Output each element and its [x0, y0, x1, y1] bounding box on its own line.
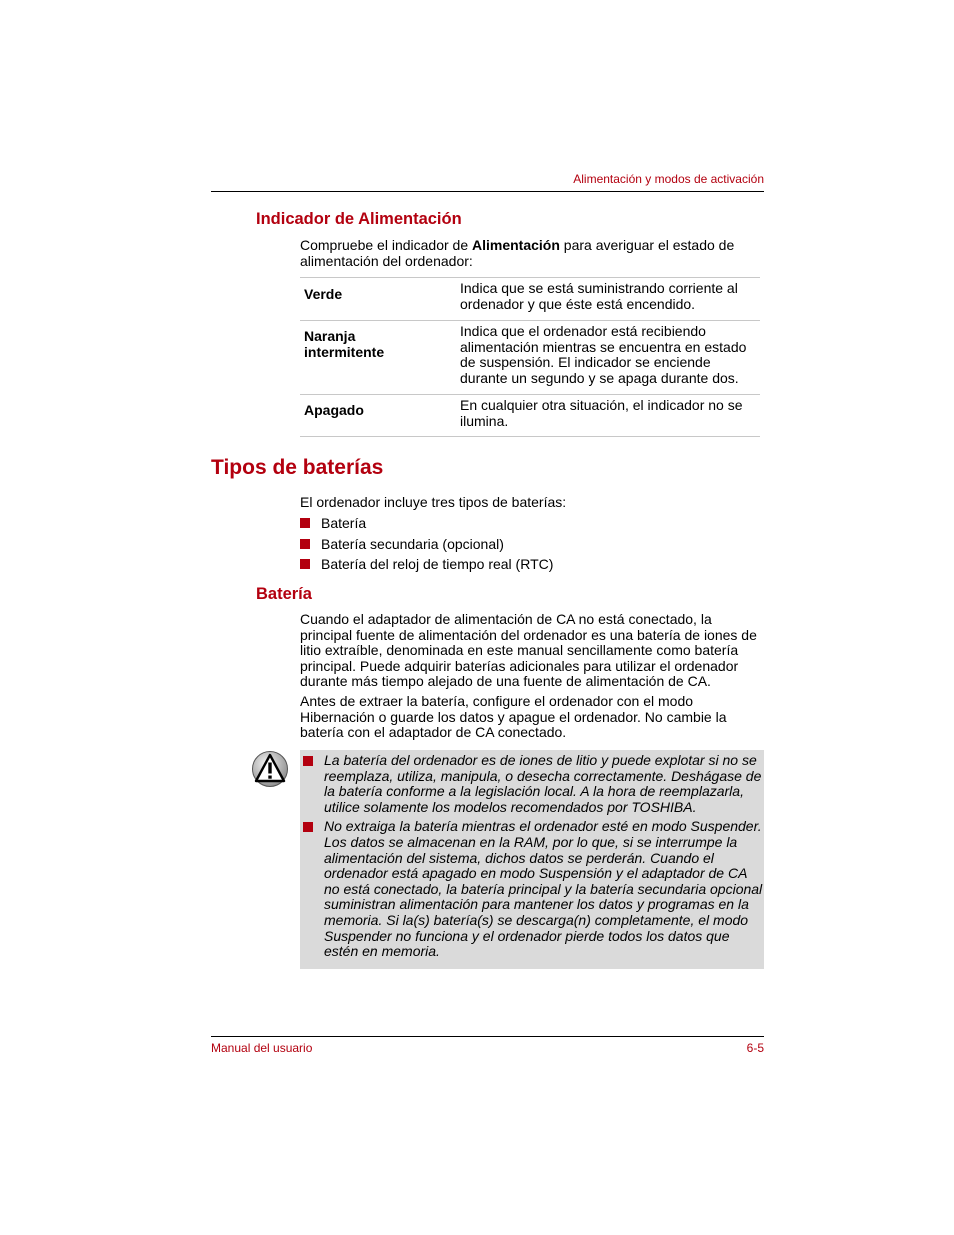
desc-text: Indica que se está suministrando corriente al ordenador y que éste está encendido. [460, 280, 738, 312]
intro-after: para averiguar el estado de alimentación del ordenador: [300, 237, 735, 269]
bullet-square-icon [300, 559, 310, 569]
term-label: Apagado [304, 402, 364, 418]
term-label: Naranja intermitente [304, 328, 385, 360]
list-item-label: Batería secundaria (opcional) [321, 535, 504, 552]
table-row [300, 278, 760, 321]
term-cell [300, 321, 456, 395]
table-row [300, 321, 760, 395]
indicator-heading: Indicador de Alimentación [256, 210, 462, 228]
page-number: 6-5 [746, 1041, 764, 1055]
warning-note-box [300, 750, 764, 969]
battery-para-2: Antes de extraer la batería, configure el ordenador con el modo Hibernación o guarde los datos y apague el ordenador. No cambie la batería con el adaptador de CA conectado. [300, 693, 727, 740]
term-label: Verde [304, 286, 343, 302]
battery-types-intro: El ordenador incluye tres tipos de baterías: [300, 494, 567, 510]
header-rule [211, 191, 764, 192]
warning-text: No extraiga la batería mientras el ordenador esté en modo Suspender. Los datos se almacenan en la RAM, por lo que, si se interrumpe la alimentación del sistema, dichos datos se perderán. Cuando el ordenador está apagado en modo Suspensión y el adaptador de CA no está conectado, la batería principal y la batería secundaria opcional suministran alimentación para mantener los datos y programas en la memoria. Si la(s) batería(s) se descarga(n) completamente, el modo Suspender no funciona y el ordenador pierde todos los datos que estén en memoria. [324, 818, 763, 960]
intro-bold: Alimentación [472, 237, 560, 253]
term-cell [300, 278, 456, 321]
list-item-label: Batería del reloj de tiempo real (RTC) [321, 556, 554, 572]
list-item [299, 554, 553, 575]
battery-para-1: Cuando el adaptador de alimentación de CA no está conectado, la principal fuente de alimentación del ordenador es una batería de iones de litio extraíble, denominada en este manual sencillamente como batería principal. Puede adquirir baterías adicionales para utilizar el ordenador durante más tiempo alejado de una fuente de alimentación de CA. [300, 611, 757, 689]
desc-cell [456, 321, 760, 395]
running-header: Alimentación y modos de activación [573, 172, 764, 186]
warning-text: La batería del ordenador es de iones de litio y puede explotar si no se reemplaza, utiliza, manipula, o desecha correctamente. Deshágase de la batería conforme a la legislación local. A la hora de reemplazarla, utilice solamente los modelos recomendados por TOSHIBA. [324, 752, 762, 815]
warning-item [300, 753, 764, 815]
desc-text: Indica que el ordenador está recibiendo alimentación mientras se encuentra en estado de suspensión. El indicador se enciende durante un segundo y se apaga durante dos. [460, 323, 747, 386]
warning-item [300, 819, 764, 959]
bullet-square-icon [300, 518, 310, 528]
term-cell [300, 395, 456, 437]
warning-list [300, 753, 764, 964]
warning-triangle-icon [251, 750, 289, 788]
battery-types-list [299, 513, 553, 575]
table-row [300, 395, 760, 437]
footer-manual-title: Manual del usuario [211, 1041, 313, 1055]
desc-cell [456, 395, 760, 437]
bullet-square-icon [300, 539, 310, 549]
indicator-table [300, 277, 760, 437]
list-item-label: Batería [321, 515, 367, 531]
desc-text: En cualquier otra situación, el indicador no se ilumina. [460, 397, 743, 429]
list-item [299, 513, 553, 534]
bullet-square-icon [303, 822, 313, 832]
footer-rule [211, 1036, 764, 1037]
desc-cell [456, 278, 760, 321]
battery-types-heading: Tipos de baterías [211, 456, 384, 479]
intro-before: Compruebe el indicador de [300, 237, 472, 253]
bullet-square-icon [303, 756, 313, 766]
battery-heading: Batería [256, 585, 312, 603]
list-item [299, 534, 553, 555]
indicator-intro [300, 238, 760, 269]
